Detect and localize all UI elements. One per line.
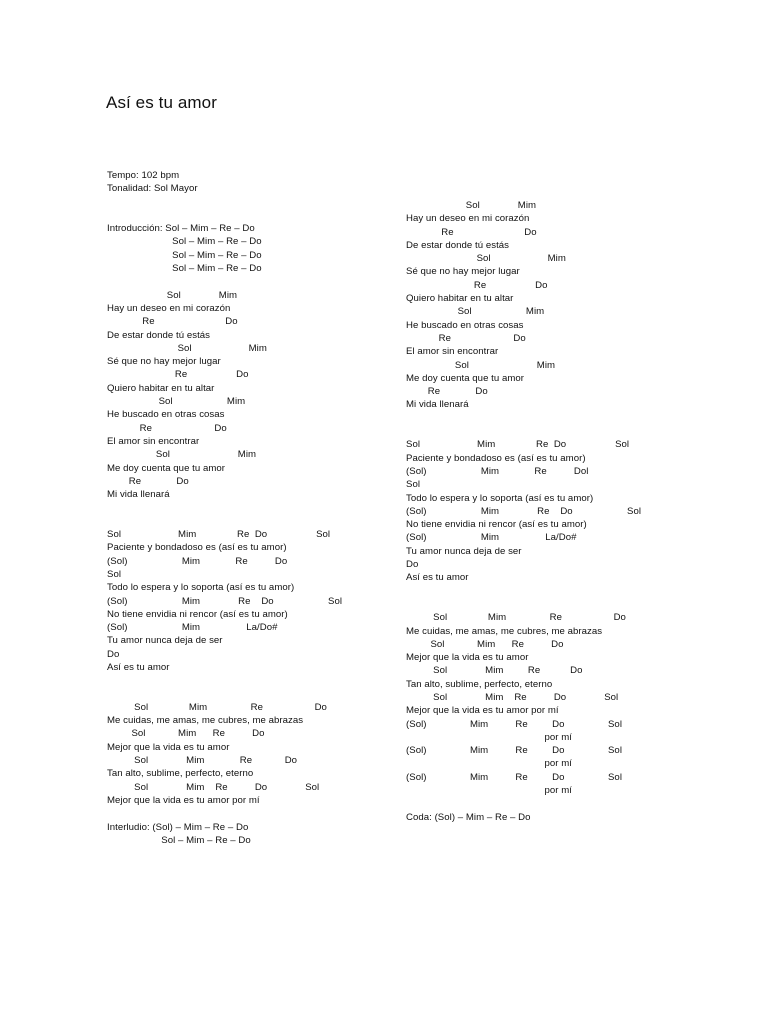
lyric-line: Tu amor nunca deja de ser: [406, 545, 522, 557]
lyric-line: Sol Mim Re Do Sol: [406, 691, 619, 703]
lyric-line: Sol Mim Re Do: [406, 665, 583, 677]
lyric-line: No tiene envidia ni rencor (así es tu amor): [406, 519, 587, 531]
lyric-line: Sol: [406, 479, 421, 491]
lyric-line: Mi vida llenará: [406, 399, 469, 411]
blank-line: [406, 797, 706, 810]
lyric-line: Sé que no hay mejor lugar: [107, 356, 221, 368]
blank-line: [406, 412, 706, 425]
lyric-line: Do: [406, 559, 419, 571]
lyric-line: Mi vida llenará: [107, 489, 170, 501]
lyric-line: Sol Mim: [107, 342, 267, 354]
lyric-line: Sol – Mim – Re – Do: [107, 249, 262, 261]
lyric-line: Sol – Mim – Re – Do: [107, 236, 262, 248]
lyric-line: Todo lo espera y lo soporta (así es tu amor): [406, 492, 594, 504]
blank-line: [107, 501, 407, 514]
lyrics-column-right: [406, 199, 706, 824]
lyric-line: Quiero habitar en tu altar: [406, 293, 514, 305]
lyric-line: (Sol) Mim Re Do Sol: [406, 745, 623, 757]
lyrics-column-left: [107, 169, 407, 847]
lyric-line: (Sol) Mim La/Do#: [406, 532, 577, 544]
lyric-line: Sol Mim Re Do Sol: [406, 439, 630, 451]
lyric-line: Re Do: [406, 226, 537, 238]
lyric-line: Sol Mim Re Do: [107, 701, 327, 713]
lyric-line: Re Do: [107, 369, 249, 381]
lyric-line: Sol Mim: [406, 359, 556, 371]
lyric-line: Sol – Mim – Re – Do: [107, 263, 262, 275]
lyric-line: Sé que no hay mejor lugar: [406, 266, 520, 278]
lyric-line: El amor sin encontrar: [107, 435, 200, 447]
lyric-line: Sol Mim: [406, 306, 545, 318]
lyric-line: Re Do: [406, 332, 526, 344]
blank-line: [406, 585, 706, 598]
lyric-line: Re Do: [107, 422, 227, 434]
lyric-line: Hay un deseo en mi corazón: [107, 302, 231, 314]
lyric-line: Re Do: [406, 386, 488, 398]
lyric-line: Hay un deseo en mi corazón: [406, 213, 530, 225]
blank-line: [107, 515, 407, 528]
lyric-line: De estar donde tú estás: [107, 329, 211, 341]
blank-line: [107, 209, 407, 222]
lyric-line: Sol Mim Re Do: [107, 755, 298, 767]
lyric-line: Todo lo espera y lo soporta (así es tu amor): [107, 582, 295, 594]
lyric-line: Sol Mim Re Do: [107, 728, 265, 740]
lyric-line: Así es tu amor: [107, 661, 170, 673]
lyric-line: por mí: [406, 758, 572, 770]
lyric-line: por mí: [406, 731, 572, 743]
lyric-line: De estar donde tú estás: [406, 239, 510, 251]
blank-line: [107, 275, 407, 288]
song-title: Así es tu amor: [106, 93, 217, 112]
lyric-line: Sol Mim: [406, 200, 537, 211]
lyric-line: Sol Mim: [107, 289, 238, 301]
blank-line: [107, 807, 407, 820]
lyric-line: Tonalidad: Sol Mayor: [107, 183, 198, 195]
lyric-line: Coda: (Sol) – Mim – Re – Do: [406, 811, 531, 823]
lyric-line: Re Do: [406, 279, 548, 291]
lyric-line: por mí: [406, 785, 572, 797]
blank-line: [406, 425, 706, 438]
lyric-line: Interludio: (Sol) – Mim – Re – Do: [107, 821, 249, 833]
lyric-line: Tu amor nunca deja de ser: [107, 635, 223, 647]
lyric-line: Sol Mim: [107, 449, 257, 461]
lyric-line: (Sol) Mim Re Dol: [406, 465, 589, 477]
lyric-line: Tan alto, sublime, perfecto, eterno: [107, 768, 254, 780]
lyric-line: He buscado en otras cosas: [406, 319, 524, 331]
lyric-line: (Sol) Mim Re Do Sol: [406, 505, 642, 517]
lyric-line: Sol Mim: [406, 253, 566, 265]
lyric-line: Sol Mim Re Do: [406, 612, 626, 624]
lyric-line: Me doy cuenta que tu amor: [107, 462, 226, 474]
lyric-line: Tan alto, sublime, perfecto, eterno: [406, 678, 553, 690]
lyric-line: No tiene envidia ni rencor (así es tu amor): [107, 608, 288, 620]
lyric-line: Mejor que la vida es tu amor por mí: [107, 794, 260, 806]
lyric-line: Re Do: [107, 316, 238, 328]
lyric-line: Me doy cuenta que tu amor: [406, 372, 525, 384]
lyric-line: Re Do: [107, 475, 189, 487]
blank-line: [107, 196, 407, 209]
lyric-line: Quiero habitar en tu altar: [107, 382, 215, 394]
lyric-line: (Sol) Mim Re Do Sol: [107, 595, 343, 607]
lyric-line: El amor sin encontrar: [406, 346, 499, 358]
lyric-line: Sol Mim Re Do Sol: [107, 529, 331, 541]
lyric-line: Sol Mim Re Do: [406, 638, 564, 650]
lyric-line: (Sol) Mim La/Do#: [107, 622, 278, 634]
lyric-line: Sol Mim: [107, 396, 246, 408]
lyric-line: Do: [107, 648, 120, 660]
lyric-line: (Sol) Mim Re Do: [107, 555, 288, 567]
lyric-line: Mejor que la vida es tu amor por mí: [406, 705, 559, 717]
lyric-line: (Sol) Mim Re Do Sol: [406, 771, 623, 783]
lyric-line: Sol – Mim – Re – Do: [107, 834, 251, 846]
lyric-line: (Sol) Mim Re Do Sol: [406, 718, 623, 730]
lyric-line: Tempo: 102 bpm: [107, 170, 180, 181]
lyric-line: Sol: [107, 568, 122, 580]
blank-line: [107, 688, 407, 701]
lyric-line: Mejor que la vida es tu amor: [406, 652, 529, 664]
lyric-line: Paciente y bondadoso es (así es tu amor): [406, 452, 586, 464]
lyric-line: Mejor que la vida es tu amor: [107, 741, 230, 753]
lyric-line: Así es tu amor: [406, 572, 469, 584]
lyric-line: Introducción: Sol – Mim – Re – Do: [107, 223, 255, 235]
lyric-line: Sol Mim Re Do Sol: [107, 781, 320, 793]
blank-line: [406, 598, 706, 611]
lyric-line: Me cuidas, me amas, me cubres, me abrazas: [406, 625, 603, 637]
lyric-line: He buscado en otras cosas: [107, 409, 225, 421]
lyric-line: Me cuidas, me amas, me cubres, me abrazas: [107, 715, 304, 727]
blank-line: [107, 674, 407, 687]
lyric-line: Paciente y bondadoso es (así es tu amor): [107, 542, 287, 554]
